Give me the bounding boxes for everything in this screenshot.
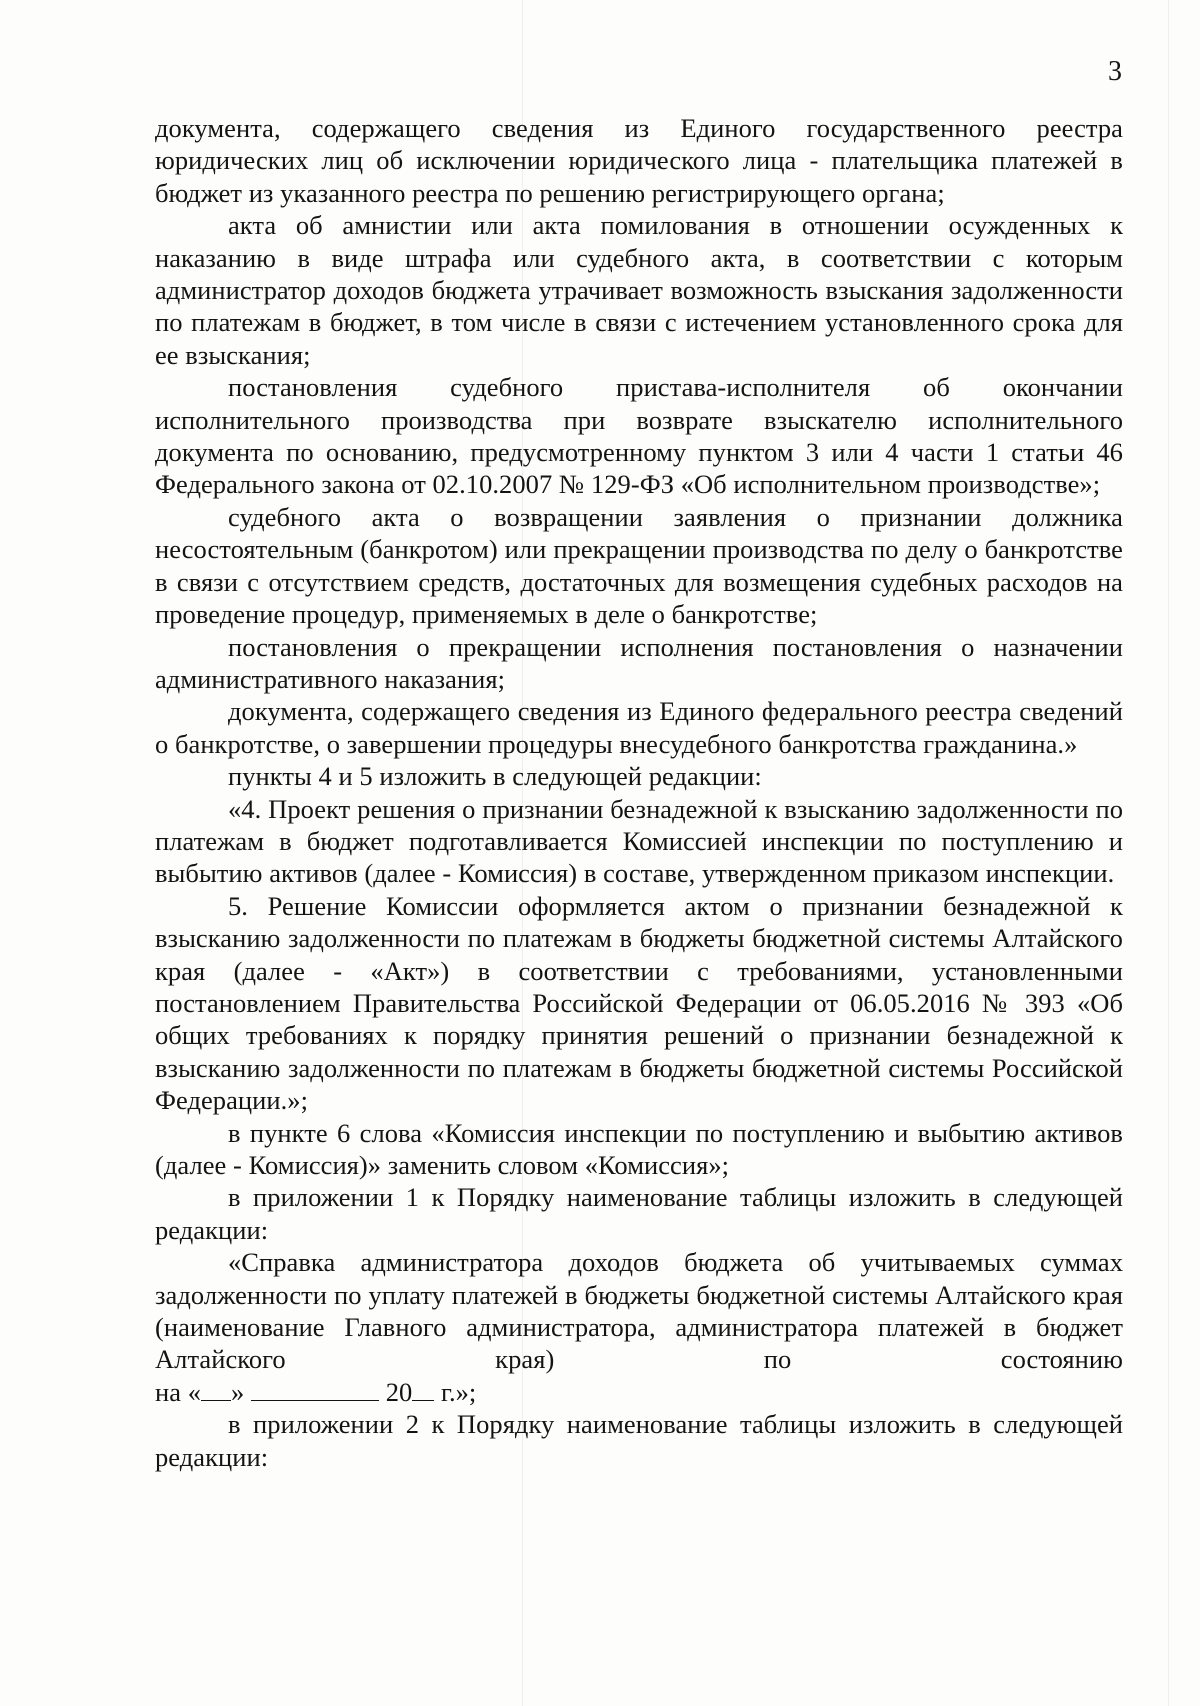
page-number: 3 [1108, 56, 1122, 87]
paragraph-item-5: 5. Решение Комиссии оформляется актом о признании безнадежной к взысканию задолженности по платежам в бюджеты бюджетной системы Алтайского края (далее - «Акт») в соответствии с требованиями, установленными постановлением Правительства Российской Федерации от 06.05.2016 № 393 «Об общих требованиях к порядку принятия решений о признании безнадежной к взысканию задолженности по платежам в бюджеты бюджетной системы Российской Федерации.»; [155, 890, 1123, 1116]
paragraph-appendix-1: в приложении 1 к Порядку наименование таблицы изложить в следующей редакции: [155, 1182, 1123, 1245]
paragraph-items-4-5: пункты 4 и 5 изложить в следующей редакции: [228, 761, 762, 792]
paragraph-egrul: документа, содержащего сведения из Единого государственного реестра юридических лиц об исключении юридического лица - плательщика платежей в бюджет из указанного реестра по решению регистрирующего органа; [155, 113, 1123, 208]
reference-title: «Справка администратора доходов бюджета об учитываемых суммах задолженности по уплату платежей в бюджеты бюджетной системы Алтайского края (наименование Главного администратора, администратора платежей в бюджет Алтайского края) по состоянию [155, 1247, 1123, 1375]
date-mid: » [231, 1376, 245, 1407]
paragraph-amnesty: акта об амнистии или акта помилования в отношении осужденных к наказанию в виде штрафа или судебного акта, в соответствии с которым администратор доходов бюджета утрачивает возможность взыскания задолженности по платежам в бюджет, в том числе в связи с истечением установленного срока для ее взыскания; [155, 210, 1123, 370]
paragraph-item-4: «4. Проект решения о признании безнадежной к взысканию задолженности по платежам в бюджет подготавливается Комиссией инспекции по поступлению и выбытию активов (далее - Комиссия) в составе, утвержденном приказом инспекции. [155, 793, 1123, 889]
paragraph-bailiff: постановления судебного пристава-исполнителя об окончании исполнительного производства при возврате взыскателю исполнительного документа по основанию, предусмотренному пунктом 3 или 4 части 1 статьи 46 Федерального закона от 02.10.2007 № 129-ФЗ «Об исполнительном производстве»; [155, 372, 1123, 500]
reference-date-line [155, 1376, 1123, 1408]
document-body [155, 112, 1123, 1473]
date-year: 20 [385, 1376, 413, 1407]
date-suffix: г.»; [441, 1376, 477, 1407]
scan-artifact [1168, 0, 1169, 1706]
paragraph-appendix-2: в приложении 2 к Порядку наименование таблицы изложить в следующей редакции: [155, 1409, 1123, 1472]
paragraph-item-6: в пункте 6 слова «Комиссия инспекции по поступлению и выбытию активов (далее - Комиссия)» заменить словом «Комиссия»; [155, 1117, 1123, 1180]
year-blank [412, 1380, 434, 1401]
month-blank [251, 1380, 379, 1401]
paragraph-admin-penalty: постановления о прекращении исполнения постановления о назначении административного наказания; [155, 631, 1123, 694]
date-prefix: на « [155, 1376, 202, 1407]
paragraph-bankruptcy-registry: документа, содержащего сведения из Единого федерального реестра сведений о банкротстве, о завершении процедуры внесудебного банкротства гражданина.» [155, 696, 1123, 759]
paragraph-bankruptcy-court: судебного акта о возвращении заявления о признании должника несостоятельным (банкротом) или прекращении производства по делу о банкротстве в связи с отсутствием средств, достаточных для возмещения судебных расходов на проведение процедур, применяемых в деле о банкротстве; [155, 501, 1123, 630]
day-blank [201, 1380, 231, 1401]
